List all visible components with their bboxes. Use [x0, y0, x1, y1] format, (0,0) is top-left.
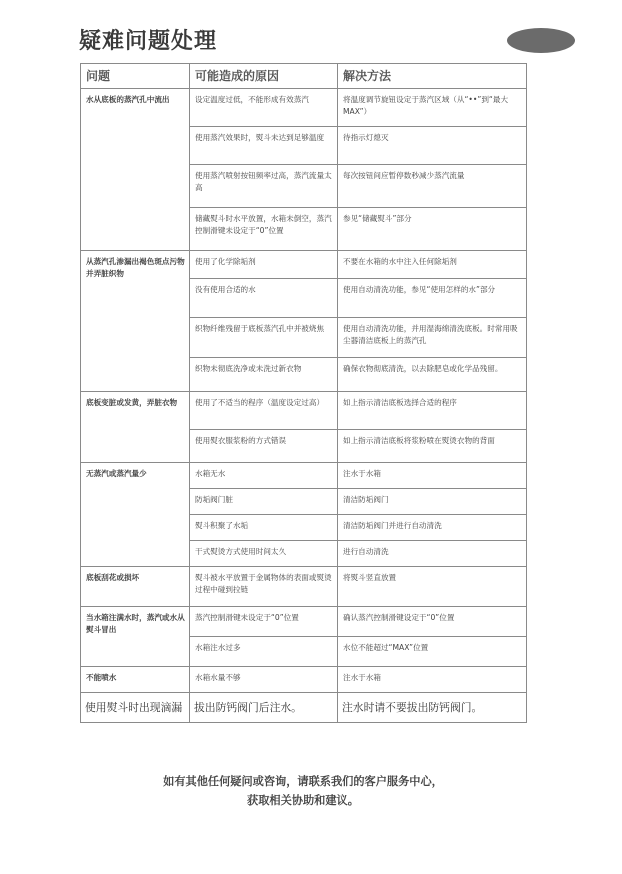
cause-cell: 干式熨烫方式使用时间太久	[190, 541, 338, 567]
cause-cell: 熨斗被水平放置于金属物体的表面或熨烫过程中碰到拉链	[190, 567, 338, 607]
solution-cell: 注水时请不要拔出防钙阀门。	[338, 693, 527, 723]
problem-cell: 使用熨斗时出现滴漏	[81, 693, 190, 723]
solution-cell: 参见“储藏熨斗”部分	[338, 208, 527, 251]
table-header-row	[81, 64, 527, 89]
problem-cell: 底板变脏或发黄，弄脏衣物	[81, 392, 190, 463]
cause-cell: 设定温度过低，不能形成有效蒸汽	[190, 89, 338, 127]
cause-cell: 防垢阀门脏	[190, 489, 338, 515]
table-row	[81, 463, 527, 489]
cause-cell: 使用蒸汽喷射按钮频率过高，蒸汽流量太高	[190, 165, 338, 208]
cause-cell: 储藏熨斗时水平放置，水箱未倒空，蒸汽控制滑键未设定于“0”位置	[190, 208, 338, 251]
table-row	[81, 667, 527, 693]
troubleshooting-table	[80, 63, 527, 723]
customer-service-note	[80, 772, 526, 810]
header-solution: 解决方法	[338, 64, 527, 89]
solution-cell: 将熨斗竖直放置	[338, 567, 527, 607]
cause-cell: 织物未彻底洗净或未洗过新衣物	[190, 358, 338, 392]
cause-cell: 水箱注水过多	[190, 637, 338, 667]
solution-cell: 进行自动清洗	[338, 541, 527, 567]
cause-cell: 熨斗积聚了水垢	[190, 515, 338, 541]
cause-cell: 没有使用合适的水	[190, 279, 338, 318]
solution-cell: 清洁防垢阀门并进行自动清洗	[338, 515, 527, 541]
solution-cell: 水位不能超过“MAX”位置	[338, 637, 527, 667]
cause-cell: 水箱水量不够	[190, 667, 338, 693]
problem-cell: 水从底板的蒸汽孔中流出	[81, 89, 190, 251]
cause-cell: 水箱无水	[190, 463, 338, 489]
solution-cell: 使用自动清洗功能，参见“使用怎样的水”部分	[338, 279, 527, 318]
footer-line: 如有其他任何疑问或咨询，请联系我们的客户服务中心，	[163, 775, 443, 788]
table-row	[81, 607, 527, 637]
cause-cell: 拔出防钙阀门后注水。	[190, 693, 338, 723]
header-cause: 可能造成的原因	[190, 64, 338, 89]
cause-cell: 使用蒸汽效果时，熨斗未达到足够温度	[190, 127, 338, 165]
footer-line: 获取相关协助和建议。	[247, 794, 359, 807]
problem-cell: 当水箱注满水时，蒸汽或水从熨斗冒出	[81, 607, 190, 667]
solution-cell: 确保衣物彻底清洗，以去除肥皂或化学品残留。	[338, 358, 527, 392]
solution-cell: 确认蒸汽控制滑键设定于“0”位置	[338, 607, 527, 637]
problem-cell: 底板刮花或损坏	[81, 567, 190, 607]
table-row	[81, 89, 527, 127]
problem-cell: 不能喷水	[81, 667, 190, 693]
table-row	[81, 693, 527, 723]
solution-cell: 如上指示清洁底板将浆粉喷在熨烫衣物的背面	[338, 430, 527, 463]
cause-cell: 使用了化学除垢剂	[190, 251, 338, 279]
section-tab-marker	[507, 28, 575, 53]
problem-cell: 从蒸汽孔渗漏出褐色斑点污物并弄脏织物	[81, 251, 190, 392]
solution-cell: 不要在水箱的水中注入任何除垢剂	[338, 251, 527, 279]
cause-cell: 蒸汽控制滑键未设定于“0”位置	[190, 607, 338, 637]
cause-cell: 使用熨衣服浆粉的方式错误	[190, 430, 338, 463]
header-problem: 问题	[81, 64, 190, 89]
problem-cell: 无蒸汽或蒸汽量少	[81, 463, 190, 567]
page-title: 疑难问题处理	[79, 29, 218, 54]
solution-cell: 清洁防垢阀门	[338, 489, 527, 515]
cause-cell: 使用了不适当的程序（温度设定过高）	[190, 392, 338, 430]
solution-cell: 注水于水箱	[338, 463, 527, 489]
cause-cell: 织物纤维残留于底板蒸汽孔中并被烧焦	[190, 318, 338, 358]
table-row	[81, 251, 527, 279]
table-row	[81, 567, 527, 607]
solution-cell: 待指示灯熄灭	[338, 127, 527, 165]
solution-cell: 注水于水箱	[338, 667, 527, 693]
solution-cell: 将温度调节旋钮设定于蒸汽区域（从“••”到“最大MAX”）	[338, 89, 527, 127]
solution-cell: 使用自动清洗功能，并用湿海绵清洗底板。时常用吸尘器清洁底板上的蒸汽孔	[338, 318, 527, 358]
table-row	[81, 392, 527, 430]
solution-cell: 每次按钮间应暂停数秒减少蒸汽流量	[338, 165, 527, 208]
solution-cell: 如上指示清洁底板选择合适的程序	[338, 392, 527, 430]
